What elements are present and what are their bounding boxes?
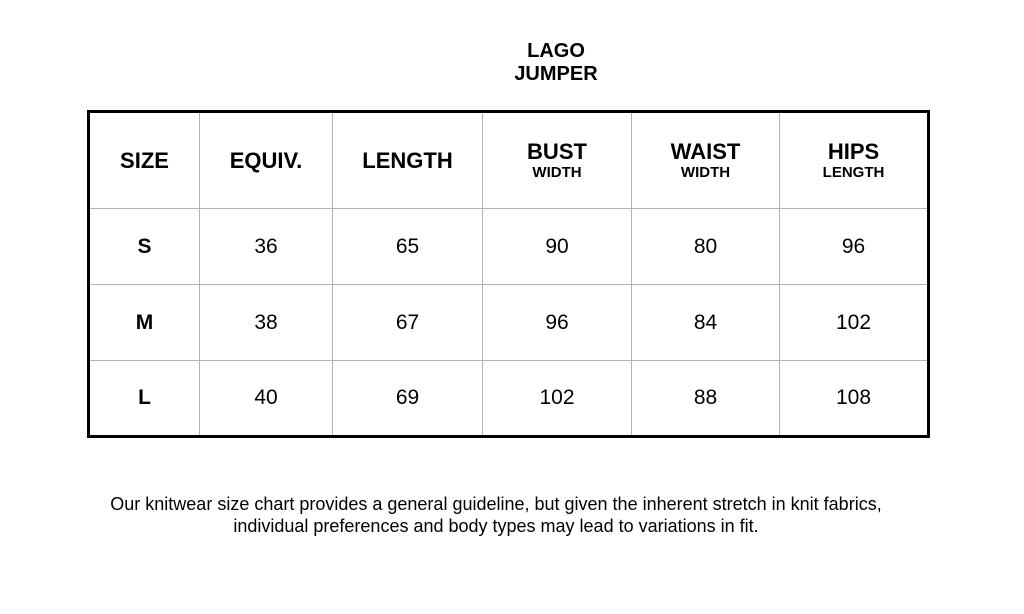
row-m-equiv: 38	[200, 285, 333, 361]
row-m-bust: 96	[483, 285, 632, 361]
header-waist	[632, 112, 780, 209]
table-row	[89, 361, 929, 437]
row-l-length: 69	[333, 361, 483, 437]
header-bust-label: BUST	[527, 138, 587, 164]
row-s-hips: 96	[780, 209, 929, 285]
fit-disclaimer-line-2: individual preferences and body types may lead to variations in fit.	[233, 516, 759, 536]
header-size-label: SIZE	[120, 147, 169, 173]
row-l-waist: 88	[632, 361, 780, 437]
header-length	[333, 112, 483, 209]
header-bust	[483, 112, 632, 209]
header-equiv	[200, 112, 333, 209]
header-equiv-label: EQUIV.	[229, 147, 303, 173]
row-s-bust: 90	[483, 209, 632, 285]
header-waist-sublabel: WIDTH	[680, 163, 731, 181]
fit-disclaimer	[60, 493, 932, 537]
header-length-label: LENGTH	[362, 147, 453, 173]
row-m-length: 67	[333, 285, 483, 361]
table-header-row	[89, 112, 929, 209]
row-m-size: M	[89, 285, 200, 361]
table-row	[89, 209, 929, 285]
row-s-size: S	[89, 209, 200, 285]
header-size	[89, 112, 200, 209]
row-l-equiv: 40	[200, 361, 333, 437]
row-m-waist: 84	[632, 285, 780, 361]
product-title	[456, 40, 656, 86]
fit-disclaimer-line-1: Our knitwear size chart provides a general guideline, but given the inherent stretch in knit fabrics,	[110, 494, 882, 514]
header-waist-label: WAIST	[670, 138, 741, 164]
header-hips-sublabel: LENGTH	[822, 163, 885, 181]
row-s-equiv: 36	[200, 209, 333, 285]
row-l-hips: 108	[780, 361, 929, 437]
row-s-length: 65	[333, 209, 483, 285]
header-hips	[780, 112, 929, 209]
row-l-size: L	[89, 361, 200, 437]
header-hips-label: HIPS	[827, 138, 880, 164]
size-chart-table	[87, 110, 930, 438]
header-bust-sublabel: WIDTH	[532, 163, 582, 181]
product-title-line-1: LAGO	[527, 40, 585, 62]
row-m-hips: 102	[780, 285, 929, 361]
row-s-waist: 80	[632, 209, 780, 285]
row-l-bust: 102	[483, 361, 632, 437]
product-title-line-2: JUMPER	[514, 63, 598, 85]
table-row	[89, 285, 929, 361]
